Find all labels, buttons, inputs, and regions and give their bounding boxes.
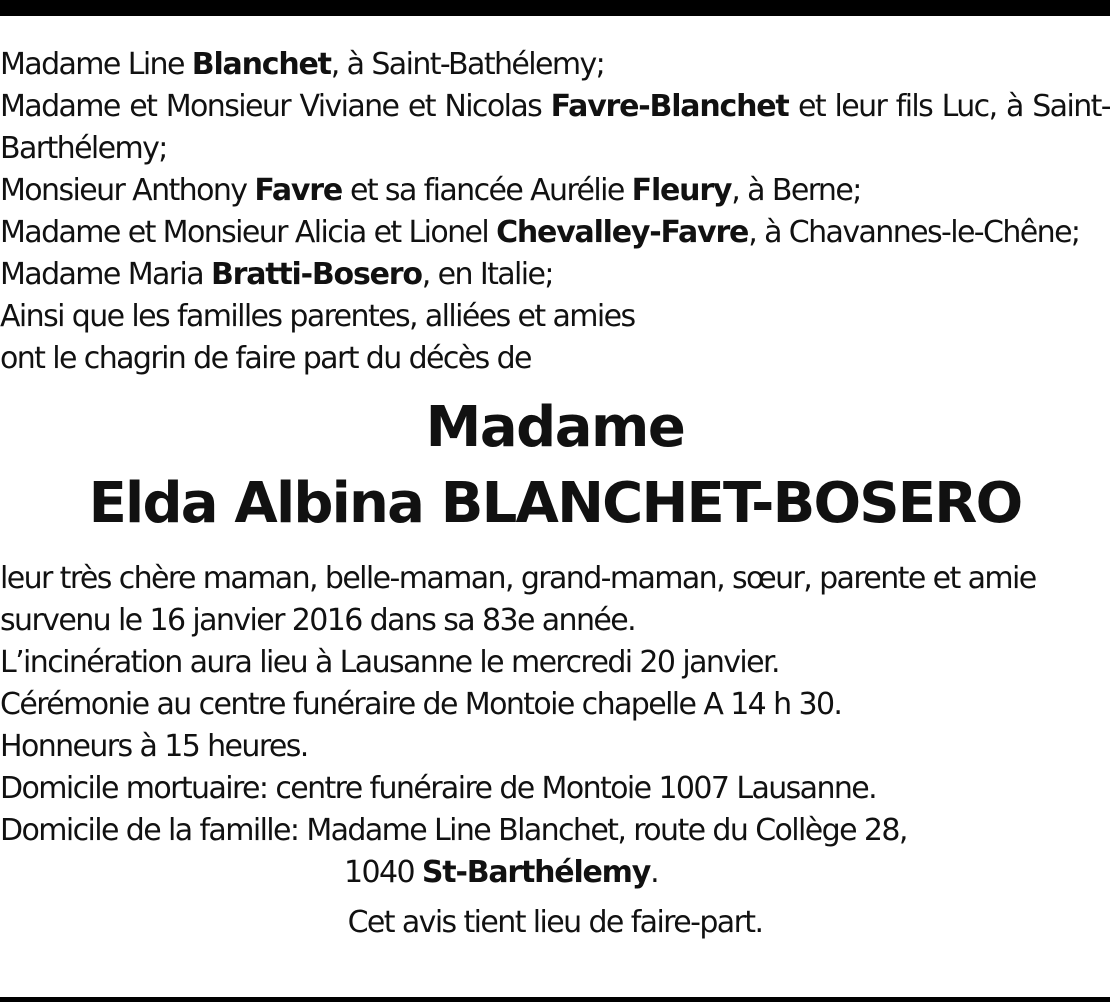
- details-block: [0, 558, 1110, 944]
- obituary-notice: [0, 44, 1110, 944]
- family-text: , à Chavannes-le-Chêne;: [748, 215, 1080, 250]
- address-postcode: 1040: [344, 855, 422, 890]
- address-punct: .: [650, 855, 659, 890]
- detail-line: L’incinération aura lieu à Lausanne le mercredi 20 janvier.: [0, 645, 779, 680]
- top-rule: [0, 0, 1110, 16]
- deceased-name: Elda Albina BLANCHET-BOSERO: [88, 471, 1022, 536]
- family-line-1: [0, 44, 1110, 86]
- closing-text: Cet avis tient lieu de faire-part.: [347, 905, 763, 940]
- detail-line: Cérémonie au centre funéraire de Montoie chapelle A 14 h 30.: [0, 687, 842, 722]
- detail-line: Honneurs à 15 heures.: [0, 729, 308, 764]
- family-text: Madame et Monsieur Viviane et Nicolas: [0, 89, 551, 124]
- family-line-5: [0, 254, 1110, 296]
- detail-line: Domicile de la famille: Madame Line Blanchet, route du Collège 28,: [0, 813, 907, 848]
- family-line-4: [0, 212, 1110, 254]
- deceased-heading: [0, 390, 1110, 542]
- family-text: Madame et Monsieur Alicia et Lionel: [0, 215, 497, 250]
- intro-line: ont le chagrin de faire part du décès de: [0, 341, 531, 376]
- family-surname: Favre-Blanchet: [550, 89, 789, 124]
- family-surname: Blanchet: [191, 47, 331, 82]
- family-text: Madame Line: [0, 47, 192, 82]
- family-line-3: [0, 170, 1110, 212]
- family-text: , à Saint-Bathélemy;: [330, 47, 605, 82]
- bottom-rule: [0, 997, 1110, 1002]
- family-text: et sa fiancée Aurélie: [342, 173, 632, 208]
- closing-line: [0, 902, 1110, 944]
- family-line-2: [0, 86, 1110, 170]
- family-text: , à Berne;: [731, 173, 861, 208]
- address-locality: St-Barthélemy: [421, 855, 651, 890]
- family-surname: Chevalley-Favre: [496, 215, 749, 250]
- family-text: Madame Maria: [0, 257, 211, 292]
- detail-line: Domicile mortuaire: centre funéraire de Montoie 1007 Lausanne.: [0, 771, 877, 806]
- address-line: [0, 852, 1110, 894]
- intro-line: Ainsi que les familles parentes, alliées et amies: [0, 299, 635, 334]
- detail-line: survenu le 16 janvier 2016 dans sa 83e année.: [0, 603, 636, 638]
- family-surname: Favre: [254, 173, 343, 208]
- family-surname: Bratti-Bosero: [210, 257, 422, 292]
- family-surname: Fleury: [631, 173, 732, 208]
- deceased-title: Madame: [425, 395, 685, 460]
- family-text: , en Italie;: [421, 257, 553, 292]
- family-text: et leur fils Luc, à Saint-Barthélemy;: [0, 89, 1110, 166]
- family-text: Monsieur Anthony: [0, 173, 255, 208]
- detail-line: leur très chère maman, belle-maman, grand-maman, sœur, parente et amie: [0, 561, 1036, 596]
